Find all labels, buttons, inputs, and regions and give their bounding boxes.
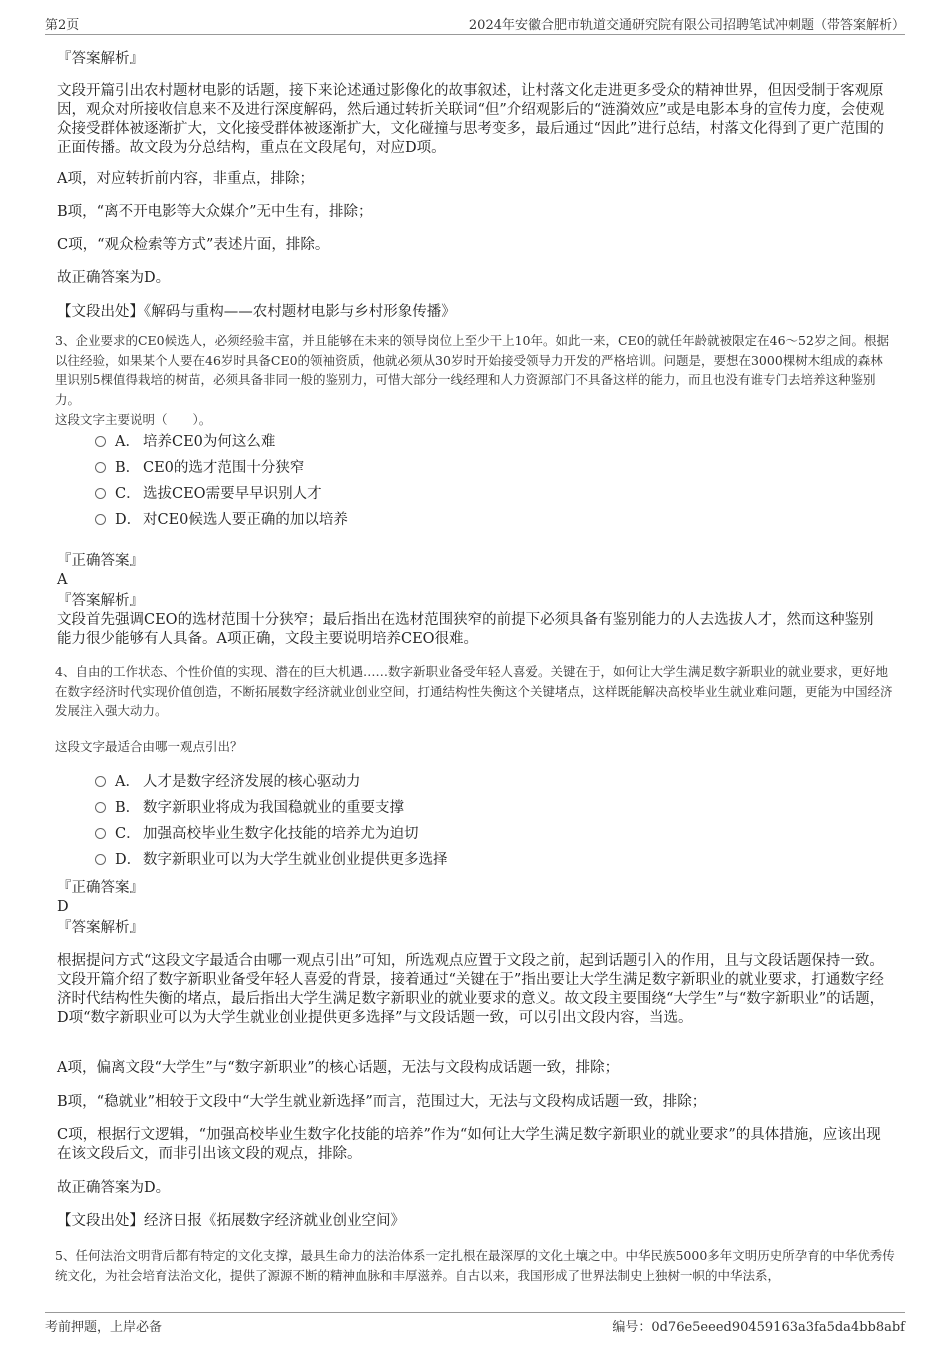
radio-button-icon[interactable] bbox=[95, 776, 106, 787]
q4-option-d[interactable]: D． 数字新职业可以为大学生就业创业提供更多选择 bbox=[95, 850, 448, 870]
q3-stem: 3、企业要求的CE0候选人，必须经验丰富，并且能够在未来的领导岗位上至少干上10年。如此一来，CE0的就任年龄就被限定在46～52岁之间。根据以往经验，如果某个人要在46岁时具备CE0的领袖资质，他就必须从30岁时开始接受领导力开发的严格培训。问题是，要想在3000棵树木组成的森林里识别5棵值得栽培的树苗，必须具备非同一般的鉴别力，可惜大部分一线经理和人力资源部门不具备这样的能力，而且也没有谁专门去培养这种鉴别力。 bbox=[55, 333, 889, 407]
q4-answer-label: 『正确答案』 bbox=[57, 880, 144, 896]
page-number: 第2页 bbox=[45, 18, 80, 33]
q4-stem: 4、自由的工作状态、个性价值的实现、潜在的巨大机遇……数字新职业备受年轻人喜爱。关键在于，如何让大学生满足数字新职业的就业要求，更好地在数字经济时代实现价值创造，不断拓展数字经济就业创业空间，打通结构性失衡这个关键堵点，这样既能解决高校毕业生就业难问题，更能为中国经济发展注入强大动力。 bbox=[55, 664, 893, 718]
radio-button-icon[interactable] bbox=[95, 828, 106, 839]
q3-analysis-label: 『答案解析』 bbox=[57, 593, 144, 609]
q3-answer-label: 『正确答案』 bbox=[57, 553, 144, 569]
q2-source: 【文段出处】《解码与重构——农村题材电影与乡村形象传播》 bbox=[57, 304, 456, 320]
q4-option-a[interactable]: A． 人才是数字经济发展的核心驱动力 bbox=[95, 772, 361, 792]
q3-analysis: 文段首先强调CEO的选材范围十分狭窄；最后指出在选材范围狭窄的前提下必须具备有鉴别能力的人去选拔人才，然而这种鉴别能力很少能够有人具备。A项正确，文段主要说明培养CEO很难。 bbox=[57, 612, 874, 647]
q3-option-b[interactable]: B． CE0的选才范围十分狭窄 bbox=[95, 458, 304, 478]
q2-option-c-note: C项，“观众检索等方式”表述片面，排除。 bbox=[57, 237, 330, 253]
q3-prompt: 这段文字主要说明（ ）。 bbox=[55, 412, 212, 427]
radio-button-icon[interactable] bbox=[95, 514, 106, 525]
page-header bbox=[45, 14, 905, 35]
q4-option-b-note: B项，“稳就业”相较于文段中“大学生就业新选择”而言，范围过大，无法与文段构成话题一致，排除； bbox=[57, 1094, 707, 1110]
page-footer bbox=[45, 1312, 905, 1335]
q3-option-d[interactable]: D． 对CE0候选人要正确的加以培养 bbox=[95, 510, 348, 530]
q4-source: 【文段出处】经济日报《拓展数字经济就业创业空间》 bbox=[57, 1213, 405, 1229]
q2-option-b-note: B项，“离不开电影等大众媒介”无中生有，排除； bbox=[57, 204, 373, 220]
q5-stem: 5、任何法治文明背后都有特定的文化支撑，最具生命力的法治体系一定扎根在最深厚的文化土壤之中。中华民族5000多年文明历史所孕育的中华优秀传统文化，为社会培育法治文化，提供了源源不断的精神血脉和丰厚滋养。自古以来，我国形成了世界法制史上独树一帜的中华法系， bbox=[55, 1248, 895, 1283]
radio-button-icon[interactable] bbox=[95, 436, 106, 447]
q4-option-a-note: A项，偏离文段“大学生”与“数字新职业”的核心话题，无法与文段构成话题一致，排除； bbox=[57, 1060, 620, 1076]
q3-option-a[interactable]: A． 培养CE0为何这么难 bbox=[95, 432, 275, 452]
footer-slogan: 考前押题，上岸必备 bbox=[45, 1320, 163, 1335]
q4-answer-text: 故正确答案为D。 bbox=[57, 1180, 171, 1196]
q4-answer: D bbox=[57, 899, 69, 915]
q4-option-c-note: C项，根据行文逻辑，“加强高校毕业生数字化技能的培养”作为“如何让大学生满足数字新职业的就业要求”的具体措施，应该出现在该文段后文，而非引出该文段的观点，排除。 bbox=[57, 1127, 881, 1162]
q3-answer: A bbox=[57, 572, 68, 588]
q4-option-b[interactable]: B． 数字新职业将成为我国稳就业的重要支撑 bbox=[95, 798, 404, 818]
q4-option-c[interactable]: C． 加强高校毕业生数字化技能的培养尤为迫切 bbox=[95, 824, 419, 844]
radio-button-icon[interactable] bbox=[95, 488, 106, 499]
q4-prompt: 这段文字最适合由哪一观点引出？ bbox=[55, 739, 243, 754]
radio-button-icon[interactable] bbox=[95, 854, 106, 865]
q2-analysis: 文段开篇引出农村题材电影的话题，接下来论述通过影像化的故事叙述，让村落文化走进更多受众的精神世界，但因受制于客观原因，观众对所接收信息来不及进行深度解码，然后通过转折关联词“但”介绍观影后的“涟漪效应”或是电影本身的宣传力度，会使观众接受群体被逐渐扩大，文化接受群体被逐渐扩大，文化碰撞与思考变多，最后通过“因此”进行总结，村落文化得到了更广范围的正面传播。故文段为分总结构，重点在文段尾句，对应D项。 bbox=[57, 83, 885, 156]
radio-button-icon[interactable] bbox=[95, 802, 106, 813]
document-title: 2024年安徽合肥市轨道交通研究院有限公司招聘笔试冲刺题（带答案解析） bbox=[468, 18, 905, 33]
q4-analysis: 根据提问方式“这段文字最适合由哪一观点引出”可知，所选观点应置于文段之前，起到话题引入的作用，且与文段话题保持一致。文段开篇介绍了数字新职业备受年轻人喜爱的背景，接着通过“关键在于”指出要让大学生满足数字新职业的就业要求，打通数字经济时代结构性失衡的堵点，最后指出大学生满足数字新职业的就业要求的意义。故文段主要围绕“大学生”与“数字新职业”的话题，D项“数字新职业可以为大学生就业创业提供更多选择”与文段话题一致，可以引出文段内容，当选。 bbox=[57, 953, 885, 1026]
q2-option-a-note: A项，对应转折前内容，非重点，排除； bbox=[57, 171, 314, 187]
q2-answer: 故正确答案为D。 bbox=[57, 270, 171, 286]
q3-option-c[interactable]: C． 选拔CEO需要早早识别人才 bbox=[95, 484, 322, 504]
radio-button-icon[interactable] bbox=[95, 462, 106, 473]
q4-analysis-label: 『答案解析』 bbox=[57, 920, 144, 936]
q2-analysis-label: 『答案解析』 bbox=[57, 51, 144, 67]
document-id: 编号：0d76e5eeed90459163a3fa5da4bb8abf bbox=[612, 1320, 905, 1335]
